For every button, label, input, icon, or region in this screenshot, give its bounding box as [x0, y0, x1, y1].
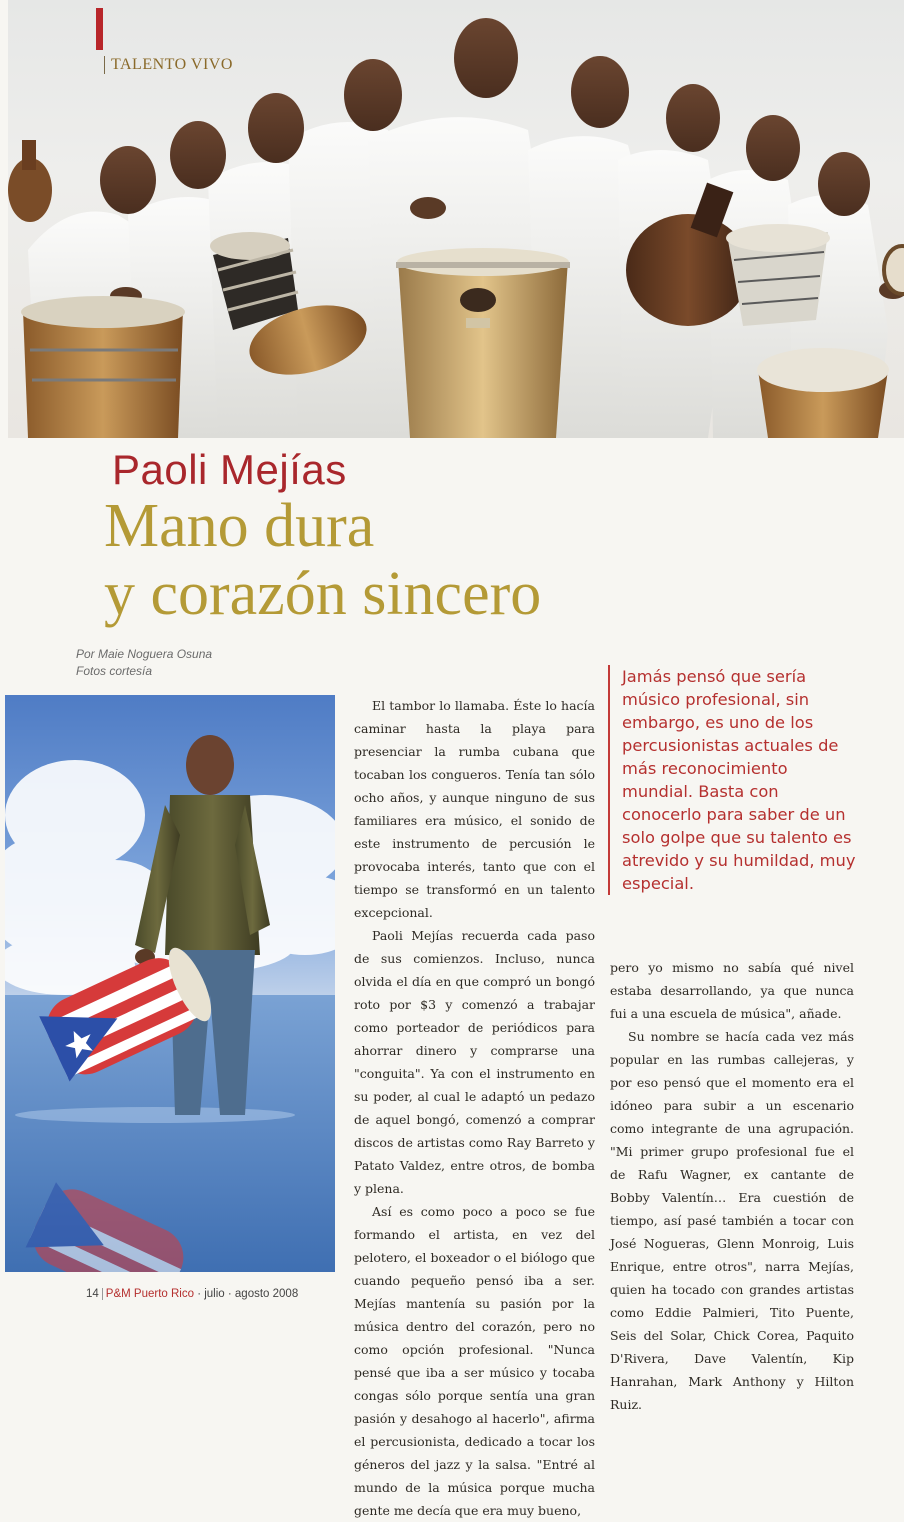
page-number: 14 — [86, 1288, 99, 1300]
paragraph: Así es como poco a poco se fue formando el artista, en vez del pelotero, el boxeador o el biólogo que cuando pequeño pensó iba a ser. Mejías mantenía su pasión por la música dentro del corazón, pero no como opción profesional. "Nunca pensé que iba a ser músico y tocaba congas sólo porque sentía una gran pasión y desahogo al hacerlo", afirma el percusionista, dedicado a tocar los géneros del jazz y la salsa. "Entré al mundo de la música porque mucha gente me decía que era muy bueno, — [354, 1204, 595, 1518]
section-marker-bar — [96, 8, 103, 50]
byline-author: Por Maie Noguera Osuna — [76, 647, 213, 661]
pull-quote: Jamás pensó que sería músico profesional, sin embargo, es uno de los percusionistas actuales de más reconocimiento mundial. Basta con conocerlo para saber de un solo golpe que su talento es atrevido y su humildad, muy especial. — [608, 665, 862, 895]
section-tag: TALENTO VIVO — [104, 56, 233, 74]
paragraph: Su nombre se hacía cada vez más popular en las rumbas callejeras, y por eso pensó que el momento era el idóneo para subir a un escenario como integrante de una agrupación. "Mi primer grupo profesional fue el de Rafu Wagner, ex cantante de Bobby Valentín… Era cuestión de tiempo, así pasé también a tocar con José Nogueras, Glenn Monroig, Luis Enrique, entre otros", narra Mejías, quien ha tocado con grandes artistas como Eddie Palmieri, Tito Puente, Seis del Solar, Chick Corea, Paquito D'Rivera, Dave Valentín, Kip Hanrahan, Mark Anthony y Hilton Ruiz. — [610, 1029, 854, 1412]
article-subject-name: Paoli Mejías — [112, 446, 347, 493]
article-headline — [104, 492, 804, 628]
headline-line-2: y corazón sincero — [104, 560, 542, 628]
body-column-1 — [354, 694, 595, 1522]
portrait-photo-with-conga — [5, 695, 335, 1272]
publication-name: P&M Puerto Rico — [102, 1288, 194, 1300]
portrait-illustration — [5, 695, 335, 1272]
body-column-2 — [610, 956, 854, 1416]
paragraph: El tambor lo llamaba. Éste lo hacía caminar hasta la playa para presenciar la rumba cubana que tocaban los congueros. Tenía tan sólo ocho años, y aunque ninguno de sus familiares era músico, el sonido de este instrumento de percusión le provocaba interés, tanto que con el tiempo se transformó en un talento excepcional. — [354, 698, 595, 920]
headline-line-1: Mano dura — [104, 492, 375, 560]
paragraph: Paoli Mejías recuerda cada paso de sus comienzos. Incluso, nunca olvida el día en que compró un bongó roto por $3 y comenzó a trabajar como porteador de periódicos para ahorrar dinero y comprarse una "conguita". Ya con el instrumento en su poder, al cual le adaptó un pedazo de aquel bongó, comenzó a comprar discos de artistas como Ray Barreto y Patato Valdez, entre otros, de bomba y plena. — [354, 928, 595, 1196]
paragraph: pero yo mismo no sabía qué nivel estaba desarrollando, ya que nunca fui a una escuela de música", añade. — [610, 960, 854, 1021]
byline-photos: Fotos cortesía — [76, 664, 153, 678]
issue-date: · julio · agosto 2008 — [197, 1288, 299, 1300]
page-folio — [86, 1288, 298, 1300]
byline — [76, 646, 212, 680]
